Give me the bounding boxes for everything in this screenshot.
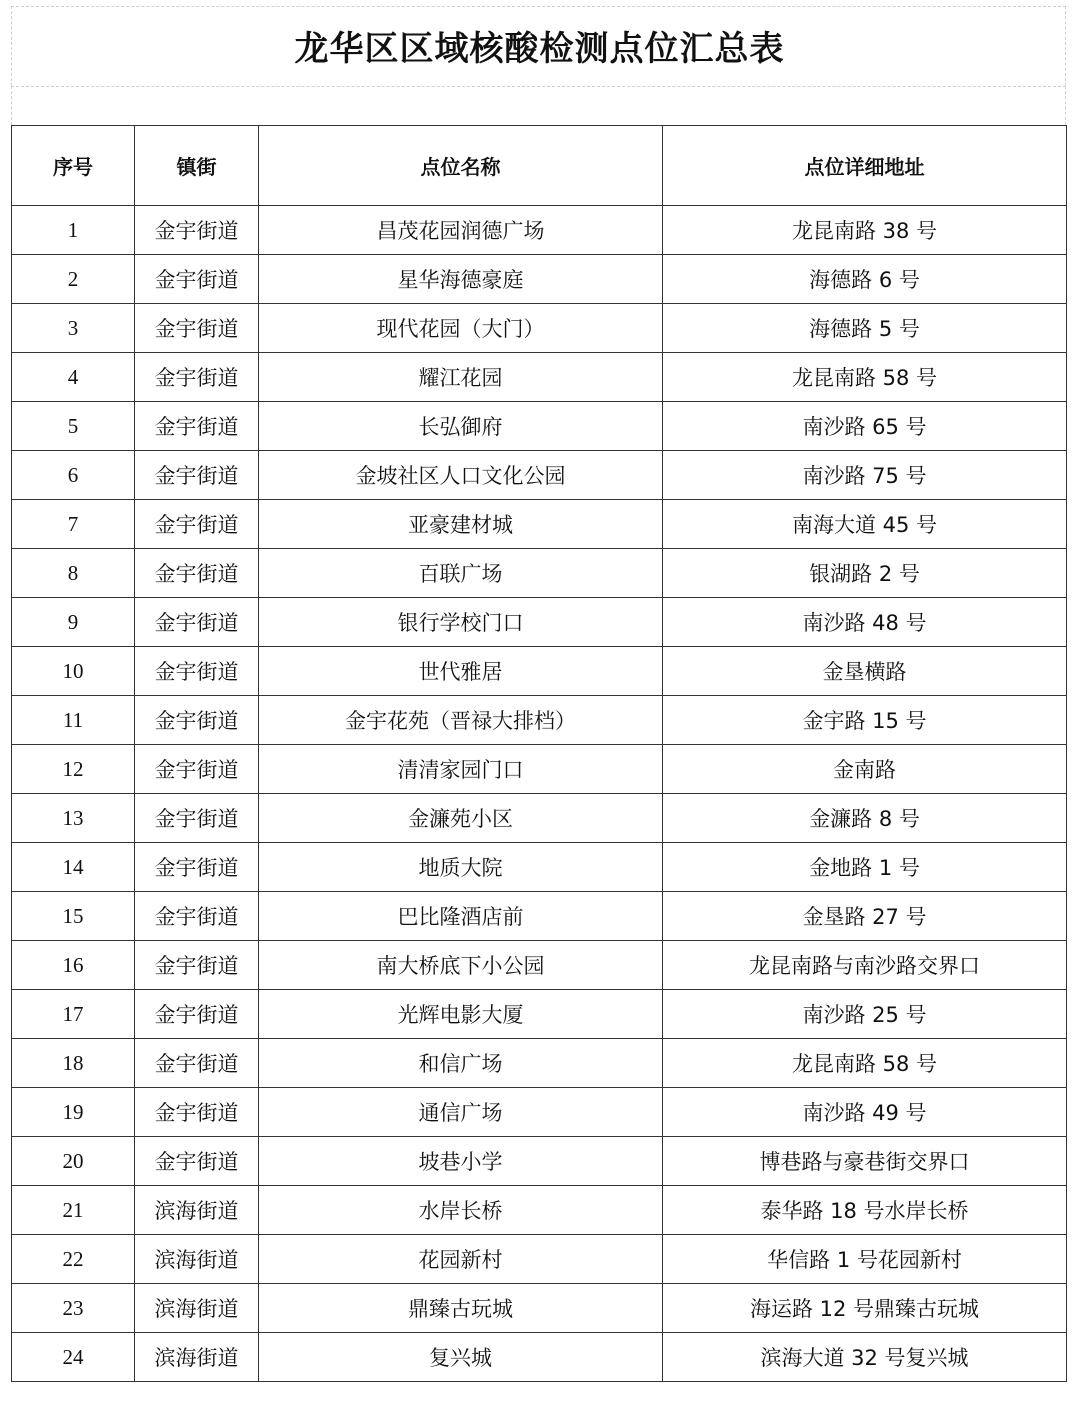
cell-street: 金宇街道 bbox=[135, 500, 259, 549]
cell-site-name: 通信广场 bbox=[259, 1088, 663, 1137]
cell-street: 金宇街道 bbox=[135, 647, 259, 696]
table-row bbox=[12, 647, 1067, 696]
cell-site-name: 现代花园（大门） bbox=[259, 304, 663, 353]
cell-street: 金宇街道 bbox=[135, 598, 259, 647]
cell-street: 滨海街道 bbox=[135, 1186, 259, 1235]
table-row bbox=[12, 500, 1067, 549]
cell-index: 19 bbox=[12, 1088, 135, 1137]
table-row bbox=[12, 990, 1067, 1039]
cell-street: 金宇街道 bbox=[135, 549, 259, 598]
cell-address: 金垦路 27 号 bbox=[663, 892, 1067, 941]
cell-street: 金宇街道 bbox=[135, 745, 259, 794]
cell-site-name: 水岸长桥 bbox=[259, 1186, 663, 1235]
cell-site-name: 长弘御府 bbox=[259, 402, 663, 451]
page-title: 龙华区区域核酸检测点位汇总表 bbox=[294, 29, 785, 69]
cell-street: 滨海街道 bbox=[135, 1235, 259, 1284]
cell-index: 10 bbox=[12, 647, 135, 696]
cell-address: 南沙路 65 号 bbox=[663, 402, 1067, 451]
cell-index: 13 bbox=[12, 794, 135, 843]
header-index: 序号 bbox=[12, 126, 135, 206]
cell-street: 金宇街道 bbox=[135, 402, 259, 451]
table-row bbox=[12, 353, 1067, 402]
cell-index: 20 bbox=[12, 1137, 135, 1186]
cell-address: 华信路 1 号花园新村 bbox=[663, 1235, 1067, 1284]
cell-street: 金宇街道 bbox=[135, 1137, 259, 1186]
cell-address: 金南路 bbox=[663, 745, 1067, 794]
cell-street: 金宇街道 bbox=[135, 990, 259, 1039]
table-row bbox=[12, 1088, 1067, 1137]
cell-index: 11 bbox=[12, 696, 135, 745]
table-row bbox=[12, 941, 1067, 990]
table-row bbox=[12, 1186, 1067, 1235]
cell-site-name: 百联广场 bbox=[259, 549, 663, 598]
table-row bbox=[12, 745, 1067, 794]
cell-site-name: 复兴城 bbox=[259, 1333, 663, 1382]
cell-street: 金宇街道 bbox=[135, 255, 259, 304]
cell-site-name: 和信广场 bbox=[259, 1039, 663, 1088]
cell-index: 16 bbox=[12, 941, 135, 990]
cell-address: 泰华路 18 号水岸长桥 bbox=[663, 1186, 1067, 1235]
cell-site-name: 南大桥底下小公园 bbox=[259, 941, 663, 990]
table-row bbox=[12, 1333, 1067, 1382]
cell-address: 龙昆南路 58 号 bbox=[663, 1039, 1067, 1088]
cell-site-name: 清清家园门口 bbox=[259, 745, 663, 794]
cell-street: 金宇街道 bbox=[135, 353, 259, 402]
cell-site-name: 亚豪建材城 bbox=[259, 500, 663, 549]
cell-street: 金宇街道 bbox=[135, 304, 259, 353]
cell-index: 4 bbox=[12, 353, 135, 402]
cell-address: 海德路 5 号 bbox=[663, 304, 1067, 353]
table-row bbox=[12, 696, 1067, 745]
cell-address: 南海大道 45 号 bbox=[663, 500, 1067, 549]
cell-index: 15 bbox=[12, 892, 135, 941]
header-site-name: 点位名称 bbox=[259, 126, 663, 206]
table-body bbox=[12, 206, 1067, 1382]
cell-address: 金垦横路 bbox=[663, 647, 1067, 696]
cell-address: 南沙路 49 号 bbox=[663, 1088, 1067, 1137]
cell-index: 24 bbox=[12, 1333, 135, 1382]
table-row bbox=[12, 304, 1067, 353]
cell-index: 21 bbox=[12, 1186, 135, 1235]
cell-address: 海运路 12 号鼎臻古玩城 bbox=[663, 1284, 1067, 1333]
table-row bbox=[12, 206, 1067, 255]
cell-site-name: 光辉电影大厦 bbox=[259, 990, 663, 1039]
cell-site-name: 金坡社区人口文化公园 bbox=[259, 451, 663, 500]
cell-street: 金宇街道 bbox=[135, 892, 259, 941]
cell-site-name: 花园新村 bbox=[259, 1235, 663, 1284]
table-row bbox=[12, 843, 1067, 892]
cell-street: 金宇街道 bbox=[135, 794, 259, 843]
cell-site-name: 鼎臻古玩城 bbox=[259, 1284, 663, 1333]
cell-index: 17 bbox=[12, 990, 135, 1039]
cell-index: 1 bbox=[12, 206, 135, 255]
cell-site-name: 昌茂花园润德广场 bbox=[259, 206, 663, 255]
cell-street: 滨海街道 bbox=[135, 1284, 259, 1333]
cell-site-name: 坡巷小学 bbox=[259, 1137, 663, 1186]
header-address: 点位详细地址 bbox=[663, 126, 1067, 206]
cell-site-name: 金濂苑小区 bbox=[259, 794, 663, 843]
cell-index: 23 bbox=[12, 1284, 135, 1333]
cell-index: 22 bbox=[12, 1235, 135, 1284]
table-row bbox=[12, 1137, 1067, 1186]
table-row bbox=[12, 1039, 1067, 1088]
header-row bbox=[12, 126, 1067, 206]
cell-index: 6 bbox=[12, 451, 135, 500]
cell-index: 5 bbox=[12, 402, 135, 451]
cell-address: 南沙路 48 号 bbox=[663, 598, 1067, 647]
cell-address: 龙昆南路 38 号 bbox=[663, 206, 1067, 255]
cell-index: 18 bbox=[12, 1039, 135, 1088]
cell-address: 金濂路 8 号 bbox=[663, 794, 1067, 843]
cell-address: 南沙路 75 号 bbox=[663, 451, 1067, 500]
cell-address: 龙昆南路 58 号 bbox=[663, 353, 1067, 402]
spacer-row bbox=[11, 86, 1066, 125]
cell-site-name: 银行学校门口 bbox=[259, 598, 663, 647]
cell-street: 滨海街道 bbox=[135, 1333, 259, 1382]
cell-address: 滨海大道 32 号复兴城 bbox=[663, 1333, 1067, 1382]
cell-site-name: 耀江花园 bbox=[259, 353, 663, 402]
cell-address: 海德路 6 号 bbox=[663, 255, 1067, 304]
cell-index: 2 bbox=[12, 255, 135, 304]
cell-address: 银湖路 2 号 bbox=[663, 549, 1067, 598]
table-row bbox=[12, 1284, 1067, 1333]
cell-index: 14 bbox=[12, 843, 135, 892]
cell-street: 金宇街道 bbox=[135, 206, 259, 255]
cell-address: 金宇路 15 号 bbox=[663, 696, 1067, 745]
table-row bbox=[12, 598, 1067, 647]
table-row bbox=[12, 255, 1067, 304]
cell-street: 金宇街道 bbox=[135, 1088, 259, 1137]
cell-index: 8 bbox=[12, 549, 135, 598]
cell-street: 金宇街道 bbox=[135, 843, 259, 892]
cell-street: 金宇街道 bbox=[135, 941, 259, 990]
cell-index: 3 bbox=[12, 304, 135, 353]
cell-street: 金宇街道 bbox=[135, 1039, 259, 1088]
testing-sites-table bbox=[11, 125, 1067, 1382]
table-row bbox=[12, 892, 1067, 941]
cell-index: 7 bbox=[12, 500, 135, 549]
cell-address: 南沙路 25 号 bbox=[663, 990, 1067, 1039]
table-row bbox=[12, 451, 1067, 500]
table-row bbox=[12, 549, 1067, 598]
cell-address: 龙昆南路与南沙路交界口 bbox=[663, 941, 1067, 990]
cell-site-name: 星华海德豪庭 bbox=[259, 255, 663, 304]
cell-site-name: 巴比隆酒店前 bbox=[259, 892, 663, 941]
title-band bbox=[11, 6, 1066, 86]
header-street: 镇街 bbox=[135, 126, 259, 206]
cell-site-name: 地质大院 bbox=[259, 843, 663, 892]
cell-index: 9 bbox=[12, 598, 135, 647]
cell-address: 博巷路与豪巷街交界口 bbox=[663, 1137, 1067, 1186]
cell-site-name: 世代雅居 bbox=[259, 647, 663, 696]
cell-site-name: 金宇花苑（晋禄大排档） bbox=[259, 696, 663, 745]
cell-address: 金地路 1 号 bbox=[663, 843, 1067, 892]
table-row bbox=[12, 794, 1067, 843]
table-row bbox=[12, 402, 1067, 451]
cell-street: 金宇街道 bbox=[135, 451, 259, 500]
cell-index: 12 bbox=[12, 745, 135, 794]
cell-street: 金宇街道 bbox=[135, 696, 259, 745]
table-row bbox=[12, 1235, 1067, 1284]
